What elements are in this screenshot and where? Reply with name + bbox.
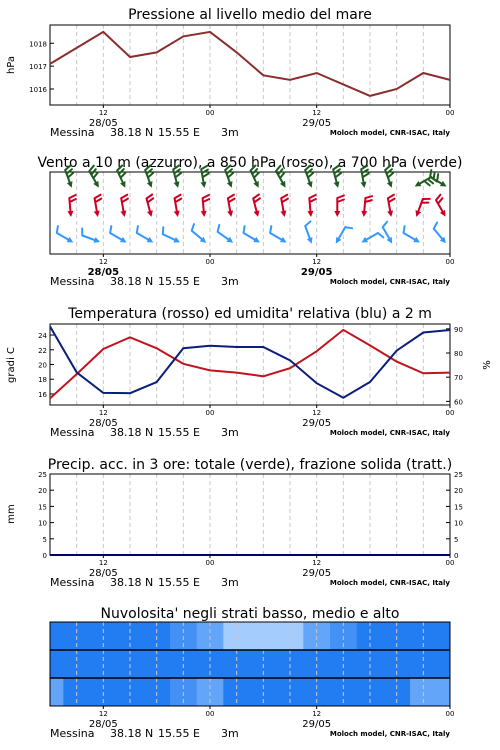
y2-tick-label: 25	[454, 471, 463, 479]
humidity-line	[50, 326, 450, 397]
x-tick-label: 00	[445, 258, 455, 266]
y2-tick-label: 60	[454, 398, 463, 407]
barb-850hpa-head	[174, 211, 181, 218]
barb-10m-head	[67, 237, 75, 245]
station-alt: 3m	[221, 126, 239, 139]
temperature-station-info	[50, 426, 450, 439]
barb-700hpa-head	[227, 181, 235, 189]
station-alt: 3m	[221, 576, 239, 589]
barb-850hpa-head	[413, 210, 421, 218]
wind-title: Vento a 10 m (azzurro), a 850 hPa (rosso), a 700 hPa (verde)	[37, 155, 463, 171]
clouds-panel	[50, 606, 454, 740]
barb-850hpa-head	[121, 211, 128, 218]
cloud-cell	[50, 650, 64, 678]
x-tick-label: 12	[312, 109, 322, 117]
cloud-cell	[50, 622, 64, 650]
date-label: 28/05	[88, 118, 118, 129]
barb-10m-head	[387, 237, 395, 245]
y2-tick-label: 10	[454, 519, 463, 528]
y-tick-label: 22	[38, 346, 47, 355]
x-tick-label: 12	[312, 258, 322, 266]
date-label: 29/05	[302, 118, 332, 129]
y-tick-label: 10	[38, 519, 47, 528]
model-credit: Moloch model, CNR-ISAC, Italy	[329, 579, 450, 587]
cloud-cell	[437, 678, 451, 706]
barb-700hpa-head	[440, 181, 448, 189]
precip-yticks	[38, 471, 54, 560]
barb-10m-head	[307, 237, 315, 245]
y-tick-label: 20	[38, 361, 47, 370]
temperature-yticks	[38, 332, 54, 399]
x-tick-label: 12	[98, 559, 108, 567]
barb-10m-head	[360, 237, 368, 245]
barb-10m-head	[93, 237, 101, 245]
station-alt: 3m	[221, 275, 239, 288]
barb-850hpa-head	[307, 211, 314, 218]
wind-panel	[37, 155, 462, 288]
precip-station-info	[50, 576, 450, 589]
barb-700hpa-head	[387, 181, 395, 189]
station-lat: 38.18 N	[110, 426, 154, 439]
barb-700hpa-head	[93, 181, 101, 189]
station-name: Messina	[50, 126, 95, 139]
barb-850hpa-head	[67, 211, 74, 218]
wind-station-info	[50, 275, 450, 288]
y2-tick-label: 15	[454, 503, 463, 512]
y2-tick-label: 5	[454, 535, 459, 544]
station-alt: 3m	[221, 727, 239, 740]
barb-10m	[364, 233, 383, 241]
model-credit: Moloch model, CNR-ISAC, Italy	[329, 129, 450, 137]
pressure-panel	[6, 7, 454, 139]
x-tick-label: 12	[312, 710, 322, 718]
cloud-cell	[50, 678, 64, 706]
barb-700hpa-head	[334, 181, 341, 188]
barb-10m-head	[413, 237, 421, 245]
y-tick-label: 1017	[29, 63, 47, 72]
barb-700hpa-head	[174, 181, 181, 188]
barb-10m-head	[280, 237, 288, 245]
barb-850hpa-head	[281, 211, 288, 218]
barb-700hpa-head	[201, 182, 208, 189]
pressure-title: Pressione al livello medio del mare	[128, 7, 372, 23]
barb-850hpa-head	[334, 211, 340, 217]
wind-vgrid	[77, 172, 424, 254]
barb-850hpa-head	[440, 210, 448, 218]
barb-700hpa-head	[67, 181, 75, 189]
x-tick-label: 12	[98, 409, 108, 417]
precip-panel	[6, 457, 463, 589]
y-tick-label: 20	[38, 487, 47, 496]
precip-vgrid	[77, 474, 424, 555]
barb-10m-head	[147, 237, 155, 245]
y-tick-label: 25	[38, 471, 47, 479]
precip-title: Precip. acc. in 3 ore: totale (verde), frazione solida (tratt.)	[47, 457, 453, 473]
y2-tick-label: 20	[454, 487, 463, 496]
station-lat: 38.18 N	[110, 576, 154, 589]
y2-tick-label: 0	[454, 552, 459, 560]
station-lon: 15.55 E	[158, 126, 200, 139]
y-tick-label: 0	[42, 552, 47, 560]
pressure-ylabel: hPa	[6, 55, 17, 75]
barb-700hpa-head	[280, 181, 288, 189]
x-tick-label: 00	[445, 710, 455, 718]
x-tick-label: 00	[445, 409, 455, 417]
x-tick-label: 00	[205, 409, 215, 417]
date-label: 29/05	[300, 267, 333, 278]
date-label: 29/05	[302, 719, 332, 730]
date-label: 28/05	[88, 568, 118, 579]
clouds-station-info	[50, 727, 450, 740]
station-alt: 3m	[221, 426, 239, 439]
pressure-line	[50, 32, 450, 96]
station-name: Messina	[50, 576, 95, 589]
x-tick-label: 00	[205, 559, 215, 567]
model-credit: Moloch model, CNR-ISAC, Italy	[329, 730, 450, 738]
date-label: 28/05	[88, 719, 118, 730]
date-label: 28/05	[88, 418, 118, 429]
barb-700hpa-head	[361, 182, 368, 189]
barb-10m-head	[173, 237, 181, 245]
barb-700hpa-head	[120, 181, 128, 189]
date-label: 28/05	[87, 267, 120, 278]
barb-10m	[305, 221, 311, 241]
barb-10m	[434, 223, 444, 241]
barb-850hpa-head	[361, 211, 368, 218]
temperature-panel	[6, 306, 493, 439]
barb-850hpa-head	[227, 210, 234, 217]
x-tick-label: 12	[98, 258, 108, 266]
station-name: Messina	[50, 727, 95, 740]
y-tick-label: 16	[38, 390, 47, 399]
barb-850hpa-head	[254, 210, 261, 217]
y2-tick-label: 90	[454, 325, 463, 334]
x-tick-label: 00	[445, 559, 455, 567]
x-tick-label: 00	[445, 109, 455, 117]
model-credit: Moloch model, CNR-ISAC, Italy	[329, 429, 450, 437]
x-tick-label: 12	[98, 710, 108, 718]
humidity-yticks	[446, 326, 463, 407]
x-tick-label: 00	[205, 258, 215, 266]
temperature-line	[50, 330, 450, 399]
model-credit: Moloch model, CNR-ISAC, Italy	[329, 278, 450, 286]
station-lon: 15.55 E	[158, 275, 200, 288]
station-lat: 38.18 N	[110, 727, 154, 740]
y-tick-label: 5	[42, 535, 47, 544]
y-tick-label: 18	[38, 376, 47, 385]
precip-frame	[50, 474, 450, 555]
cloud-cell	[437, 622, 451, 650]
x-tick-label: 00	[205, 109, 215, 117]
x-tick-label: 00	[205, 710, 215, 718]
y-tick-label: 1018	[29, 40, 47, 49]
barb-10m-head	[120, 237, 128, 245]
precip-right-yticks	[446, 471, 463, 560]
barb-850hpa-head	[387, 210, 394, 217]
station-lon: 15.55 E	[158, 576, 200, 589]
barb-850hpa-head	[147, 210, 154, 217]
temperature-title: Temperatura (rosso) ed umidita' relativa (blu) a 2 m	[68, 306, 432, 322]
station-lat: 38.18 N	[110, 126, 154, 139]
x-tick-label: 12	[98, 109, 108, 117]
station-lon: 15.55 E	[158, 727, 200, 740]
cloud-cell	[437, 650, 451, 678]
clouds-heatmap	[50, 622, 451, 706]
y-tick-label: 1016	[29, 86, 47, 94]
station-lat: 38.18 N	[110, 275, 154, 288]
y-tick-label: 24	[38, 332, 47, 341]
barb-850hpa-head	[201, 211, 208, 218]
humidity-ylabel: %	[482, 360, 493, 370]
wind-barbs	[57, 165, 448, 245]
y2-tick-label: 70	[454, 374, 463, 383]
y2-tick-label: 80	[454, 350, 463, 359]
clouds-title: Nuvolosita' negli strati basso, medio e alto	[100, 606, 400, 622]
barb-700hpa-head	[147, 181, 155, 189]
station-name: Messina	[50, 426, 95, 439]
barb-700hpa-head	[253, 181, 261, 189]
station-lon: 15.55 E	[158, 426, 200, 439]
barb-850hpa-head	[94, 211, 101, 218]
barb-850hpa	[436, 195, 444, 214]
date-label: 29/05	[302, 418, 332, 429]
barb-10m-head	[333, 237, 341, 245]
barb-700hpa-head	[413, 181, 421, 189]
date-label: 29/05	[302, 568, 332, 579]
pressure-station-info	[50, 126, 450, 139]
barb-10m-head	[253, 237, 261, 245]
x-tick-label: 12	[312, 409, 322, 417]
x-tick-label: 12	[312, 559, 322, 567]
station-name: Messina	[50, 275, 95, 288]
y-tick-label: 15	[38, 503, 47, 512]
temperature-ylabel: gradi C	[6, 347, 17, 383]
barb-10m	[192, 224, 204, 241]
barb-700hpa-head	[307, 181, 315, 189]
precip-ylabel: mm	[6, 504, 17, 524]
